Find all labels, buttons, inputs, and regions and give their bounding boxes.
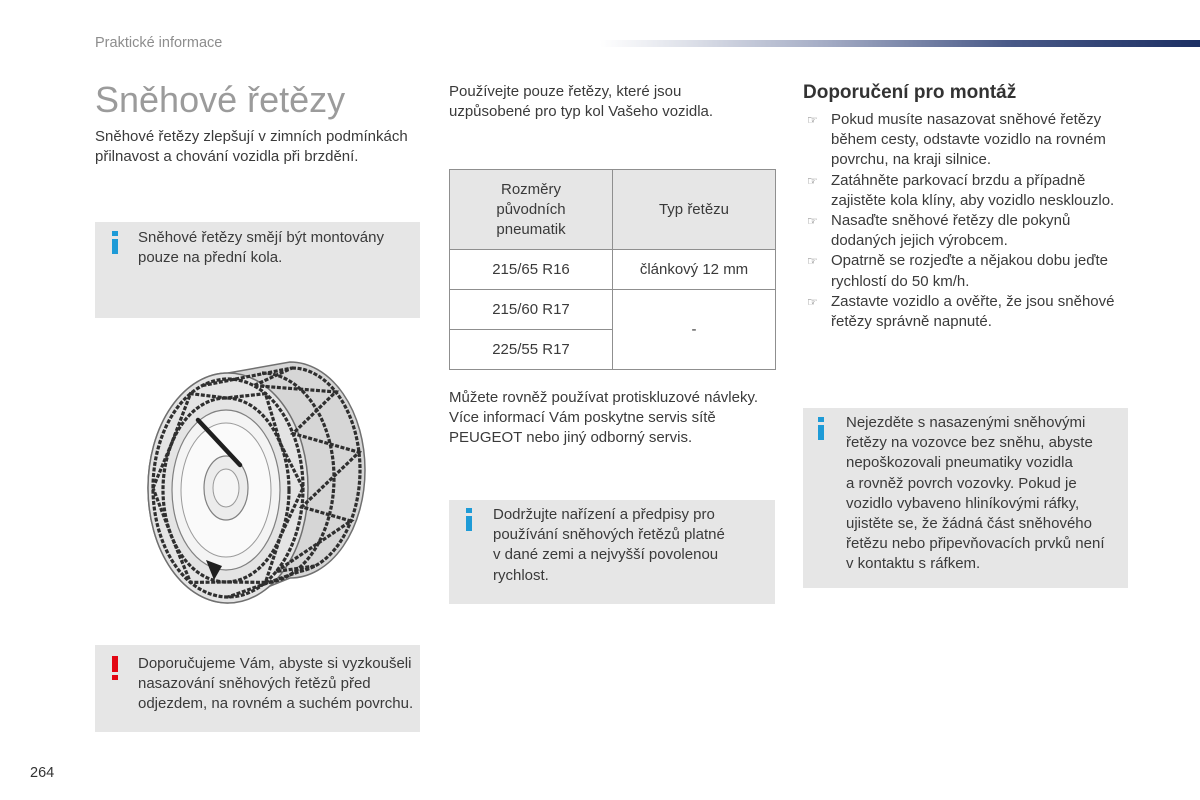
info-icon [466, 508, 472, 531]
chain-compatibility-intro: Používejte pouze řetězy, které jsou uzpůsobené pro typ kol Vašeho vozidla. [449, 83, 714, 121]
note-text: Doporučujeme Vám, abyste si vyzkoušeli nasazování sněhových řetězů před odjezdem, na rovném a suchém povrchu. [138, 655, 414, 713]
snow-socks-note: Můžete rovněž používat protiskluzové návleky. Více informací Vám poskytne servis sítě PEUGEOT nebo jiný odborný servis. [449, 389, 759, 447]
table-row [450, 290, 776, 330]
info-icon [112, 231, 118, 254]
info-icon [818, 417, 824, 440]
chain-type-cell-merged: - [613, 290, 776, 370]
running-header: Praktické informace [95, 35, 223, 51]
note-text: Sněhové řetězy smějí být montovány pouze na přední kola. [138, 229, 384, 267]
pointing-hand-icon [807, 293, 818, 311]
page-number: 264 [30, 765, 55, 781]
pointing-hand-icon [807, 212, 818, 230]
list-item [803, 211, 1133, 251]
pointing-hand-icon [807, 252, 818, 270]
info-note-front-wheels [95, 222, 420, 318]
warning-note-test-fitting [95, 645, 420, 732]
step-text: Pokud musíte nasazovat sněhové řetězy během cesty, odstavte vozidlo na rovném povrchu, na kraji silnice. [831, 111, 1106, 169]
list-item [803, 110, 1133, 171]
step-text: Opatrně se rozjeďte a nějakou dobu jeďte rychlostí do 50 km/h. [831, 252, 1108, 290]
tire-with-snow-chain-illustration [140, 355, 375, 610]
tire-size-cell: 225/55 R17 [450, 330, 613, 370]
pointing-hand-icon [807, 111, 818, 129]
tire-chain-table [449, 169, 776, 370]
chain-type-cell: článkový 12 mm [613, 250, 776, 290]
header-gradient-bar [600, 40, 1200, 47]
list-item [803, 171, 1133, 211]
info-note-regulations [449, 500, 775, 604]
page-title: Sněhové řetězy [95, 79, 346, 120]
table-header-row [450, 170, 776, 250]
step-text: Zatáhněte parkovací brzdu a případně zajistěte kola klíny, aby vozidlo nesklouzlo. [831, 171, 1115, 209]
warning-icon [112, 656, 118, 680]
column-header-tire-size: Rozměry původních pneumatik [450, 170, 613, 250]
list-item [803, 251, 1133, 291]
table-row [450, 250, 776, 290]
step-text: Nasaďte sněhové řetězy dle pokynů dodaných jejich výrobcem. [831, 212, 1071, 250]
list-item [803, 292, 1133, 332]
column-header-chain-type: Typ řetězu [613, 170, 776, 250]
mounting-heading: Doporučení pro montáž [803, 82, 1017, 103]
step-text: Zastavte vozidlo a ověřte, že jsou sněhové řetězy správně napnuté. [831, 292, 1115, 331]
info-note-no-snow [803, 408, 1128, 588]
tire-size-cell: 215/65 R16 [450, 250, 613, 290]
intro-paragraph: Sněhové řetězy zlepšují v zimních podmínkách přilnavost a chování vozidla při brzdění. [95, 128, 408, 166]
hub-center [213, 469, 239, 507]
tire-size-cell: 215/60 R17 [450, 290, 613, 330]
pointing-hand-icon [807, 172, 818, 190]
note-text: Dodržujte nařízení a předpisy pro používání sněhových řetězů platné v dané zemi a nejvyšší povolenou rychlost. [493, 506, 725, 584]
mounting-steps-list [803, 110, 1133, 332]
note-text: Nejezděte s nasazenými sněhovými řetězy na vozovce bez sněhu, abyste nepoškozovali pneumatiky vozidla a rovněž povrch vozovky. Pokud je vozidlo vybaveno hliníkovými ráfky, ujistěte se, že žádná část sněhového řetězu nebo připevňovacích prvků není v kontaktu s ráfkem. [846, 414, 1105, 573]
